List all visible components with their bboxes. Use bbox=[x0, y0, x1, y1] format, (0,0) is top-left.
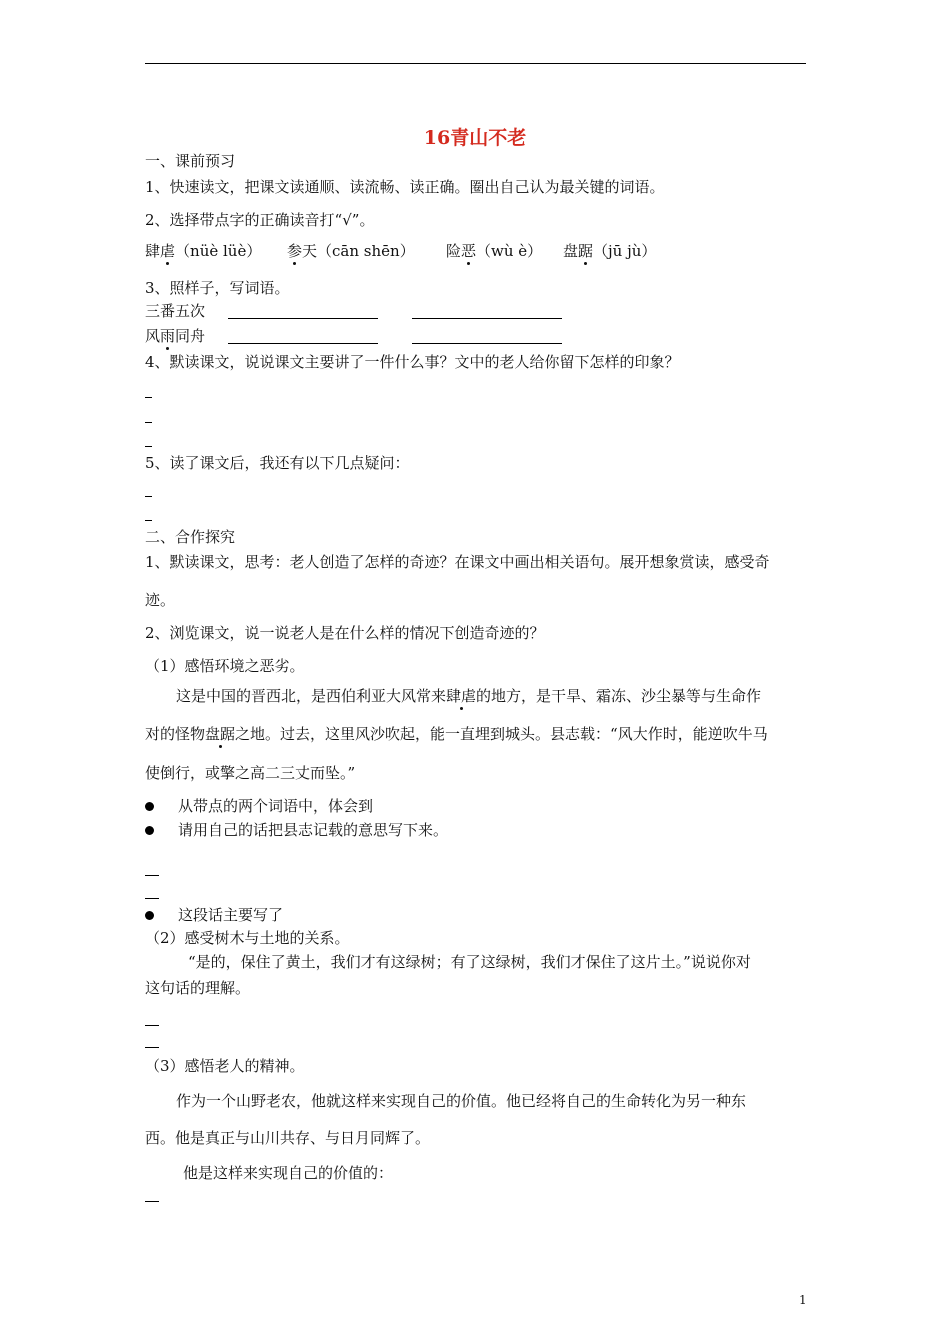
bullet-item-1: 从带点的两个词语中，体会到 bbox=[178, 797, 374, 815]
pinyin-word-pre: 肆 bbox=[145, 242, 161, 260]
question-1-1: 1、快速读文，把课文读通顺、读流畅、读正确。圈出自己认为最关键的词语。 bbox=[145, 178, 665, 196]
dotted-word: 盘踞 bbox=[205, 725, 236, 743]
answer-line[interactable] bbox=[145, 422, 152, 423]
text-part: 这是中国的晋西北，是西伯利亚大风常来 bbox=[176, 687, 447, 705]
answer-line[interactable] bbox=[145, 1047, 159, 1048]
pinyin-item-1 bbox=[145, 244, 261, 259]
header-rule bbox=[145, 63, 806, 64]
answer-line[interactable] bbox=[145, 898, 159, 899]
pinyin-options: （jū jù） bbox=[593, 242, 657, 260]
answer-blank[interactable] bbox=[412, 343, 562, 344]
pinyin-options: （cān shēn） bbox=[317, 242, 415, 260]
pinyin-options: （nüè lüè） bbox=[175, 242, 262, 260]
pinyin-item-3 bbox=[446, 244, 542, 259]
answer-line[interactable] bbox=[145, 496, 152, 497]
passage-3-line-2: 西。他是真正与山川共存、与日月同辉了。 bbox=[145, 1129, 431, 1147]
pinyin-word-pre: 险 bbox=[446, 242, 462, 260]
answer-blank[interactable] bbox=[228, 343, 378, 344]
dotted-word: 肆虐 bbox=[446, 687, 477, 705]
question-1-4: 4、默读课文，说说课文主要讲了一件什么事？文中的老人给你留下怎样的印象？ bbox=[145, 353, 680, 371]
pinyin-item-4 bbox=[563, 244, 656, 259]
question-2-1-cont: 迹。 bbox=[145, 591, 176, 609]
word-part: 风 bbox=[145, 327, 161, 345]
pinyin-word-pre: 盘 bbox=[563, 242, 579, 260]
answer-line[interactable] bbox=[145, 875, 159, 876]
dotted-char: 恶 bbox=[461, 242, 477, 260]
bullet-dot bbox=[145, 802, 154, 811]
passage-4: 他是这样来实现自己的价值的： bbox=[183, 1164, 394, 1182]
answer-line[interactable] bbox=[145, 1025, 159, 1026]
bullet-item-3: 这段话主要写了 bbox=[178, 906, 284, 924]
dotted-char: 雨 bbox=[160, 327, 176, 345]
question-1-3: 3、照样子，写词语。 bbox=[145, 279, 290, 297]
question-1-5: 5、读了课文后，我还有以下几点疑问： bbox=[145, 454, 410, 472]
passage-3-line-1: 作为一个山野老农，他就这样来实现自己的价值。他已经将自己的生命转化为另一种东 bbox=[176, 1092, 747, 1110]
question-1-2: 2、选择带点字的正确读音打“√”。 bbox=[145, 211, 375, 229]
bullet-item-2: 请用自己的话把县志记载的意思写下来。 bbox=[178, 821, 449, 839]
section-heading-preview: 一、课前预习 bbox=[145, 152, 236, 170]
section-heading-explore: 二、合作探究 bbox=[145, 528, 236, 546]
text-part: 之地。过去，这里风沙吹起，能一直埋到城头。县志载：“风大作时，能逆吹牛马 bbox=[235, 725, 768, 743]
word-part: 同舟 bbox=[175, 327, 206, 345]
question-2-1: 1、默读课文，思考：老人创造了怎样的奇迹？在课文中画出相关语句。展开想象赏读，感受奇 bbox=[145, 553, 770, 571]
dotted-char: 踞 bbox=[578, 242, 594, 260]
page-title: 16青山不老 bbox=[423, 127, 527, 149]
answer-line[interactable] bbox=[145, 397, 152, 398]
dotted-char: 虐 bbox=[160, 242, 176, 260]
passage-1-line-1 bbox=[176, 689, 761, 704]
bullet-dot bbox=[145, 826, 154, 835]
passage-2-line-1: “是的，保住了黄土，我们才有这绿树；有了这绿树，我们才保住了这片土。”说说你对 bbox=[188, 953, 751, 971]
answer-blank[interactable] bbox=[228, 318, 378, 319]
answer-line[interactable] bbox=[145, 446, 152, 447]
pinyin-options: （wù è） bbox=[476, 242, 543, 260]
bullet-dot bbox=[145, 911, 154, 920]
answer-line[interactable] bbox=[145, 1201, 159, 1202]
passage-1-line-2 bbox=[145, 727, 768, 742]
answer-line[interactable] bbox=[145, 520, 152, 521]
question-2-2: 2、浏览课文，说一说老人是在什么样的情况下创造奇迹的？ bbox=[145, 624, 545, 642]
subheading-3: （3）感悟老人的精神。 bbox=[145, 1057, 305, 1075]
passage-1-line-3: 使倒行，或擎之高二三丈而坠。” bbox=[145, 764, 356, 782]
answer-blank[interactable] bbox=[412, 318, 562, 319]
subheading-2: （2）感受树木与土地的关系。 bbox=[145, 929, 350, 947]
dotted-char: 参 bbox=[287, 242, 303, 260]
subheading-1: （1）感悟环境之恶劣。 bbox=[145, 657, 305, 675]
page-number: 1 bbox=[799, 1293, 807, 1307]
pinyin-item-2 bbox=[287, 244, 415, 259]
text-part: 对的怪物 bbox=[145, 725, 206, 743]
text-part: 的地方，是干旱、霜冻、沙尘暴等与生命作 bbox=[476, 687, 762, 705]
example-word-2 bbox=[145, 329, 205, 344]
passage-2-line-2: 这句话的理解。 bbox=[145, 979, 251, 997]
example-word-1: 三番五次 bbox=[145, 302, 206, 320]
pinyin-word-post: 天 bbox=[302, 242, 318, 260]
